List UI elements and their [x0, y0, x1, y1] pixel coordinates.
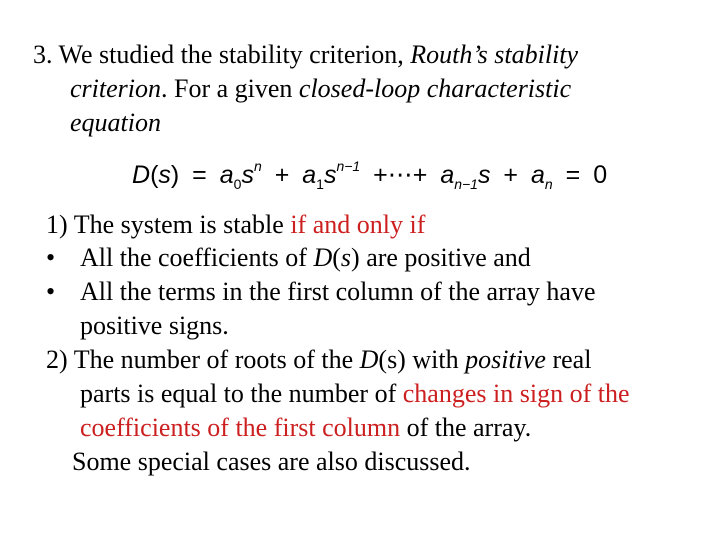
point2-pre: 2) The number of roots of the: [46, 345, 360, 374]
item3-line1: [33, 40, 578, 70]
item3-line2: [70, 74, 571, 104]
point2-line2-red: changes in sign of the: [402, 379, 630, 408]
point1-line: [46, 210, 425, 240]
bullet-1-s: s: [340, 243, 352, 272]
eq-t1-a: a: [219, 161, 234, 189]
eq-t2-s: s: [323, 161, 337, 189]
bullet-1-open: (: [332, 243, 341, 272]
item3-line2-text: . For a given: [161, 74, 299, 103]
item3-line3: [70, 108, 161, 138]
point2-line2-pre: parts is equal to the number of: [80, 379, 403, 408]
eq-equals: =: [192, 161, 207, 189]
eq-open: (: [150, 161, 159, 189]
eq-plus1: +: [274, 161, 290, 189]
eq-t1-s: s: [241, 161, 254, 189]
point2-line1: [46, 345, 591, 375]
point1-red-text: if and only if: [290, 210, 426, 239]
eq-t2-sup: n−1: [336, 158, 361, 174]
eq-close: ): [170, 161, 180, 189]
characteristic-equation: [132, 146, 607, 192]
bullet-2-line2-text: positive signs.: [80, 311, 229, 340]
point2-line3-red: coefficients of the first column: [80, 413, 401, 442]
eq-t2-sub: 1: [316, 176, 324, 192]
criterion-word: criterion: [70, 74, 161, 103]
eq-t1-sub: 0: [233, 176, 242, 192]
point2-line4: [72, 447, 471, 477]
point2-line2: [80, 379, 630, 409]
bullet-2-marker: •: [46, 277, 56, 306]
eq-zero: 0: [593, 161, 608, 189]
point2-line3: [80, 413, 531, 443]
bullet-2-line1-text: All the terms in the first column of the array have: [80, 277, 596, 306]
point2-post: real: [545, 345, 592, 374]
bullet-2-line1: [80, 277, 596, 307]
point2-line3-post: of the array.: [400, 413, 532, 442]
eq-t4-sub: n: [544, 176, 553, 192]
bullet-1-post: ) are positive and: [351, 243, 531, 272]
eq-t3-sub: n−1: [454, 176, 478, 192]
bullet-2-line2: [80, 311, 229, 341]
eq-t4-a: a: [530, 161, 545, 189]
bullet-1-D: D: [313, 243, 333, 272]
point2-D: D: [359, 345, 379, 374]
eq-s: s: [158, 161, 171, 189]
eq-plus2: +⋯+: [373, 161, 428, 189]
point2-italic: positive: [465, 345, 546, 374]
eq-plus3: +: [503, 161, 519, 189]
bullet-1-marker: •: [46, 243, 56, 272]
eq-D: D: [132, 161, 151, 189]
eq-t3-a: a: [440, 161, 455, 189]
equation-word: equation: [70, 108, 161, 137]
eq-t3-s: s: [477, 161, 491, 189]
closed-loop-phrase: closed-loop characteristic: [298, 74, 572, 103]
bullet-1-line: [80, 243, 531, 273]
item3-line1-text: 3. We studied the stability criterion,: [33, 40, 411, 69]
routh-criterion-name: Routh’s stability: [410, 40, 579, 69]
bullet-1-pre: All the coefficients of: [80, 243, 314, 272]
point2-line4-text: Some special cases are also discussed.: [72, 447, 471, 476]
eq-t2-a: a: [302, 161, 317, 189]
point1-text: 1) The system is stable: [46, 210, 291, 239]
eq-t1-sup: n: [253, 158, 262, 174]
point2-mid: (s) with: [378, 345, 466, 374]
eq-equals2: =: [565, 161, 581, 189]
